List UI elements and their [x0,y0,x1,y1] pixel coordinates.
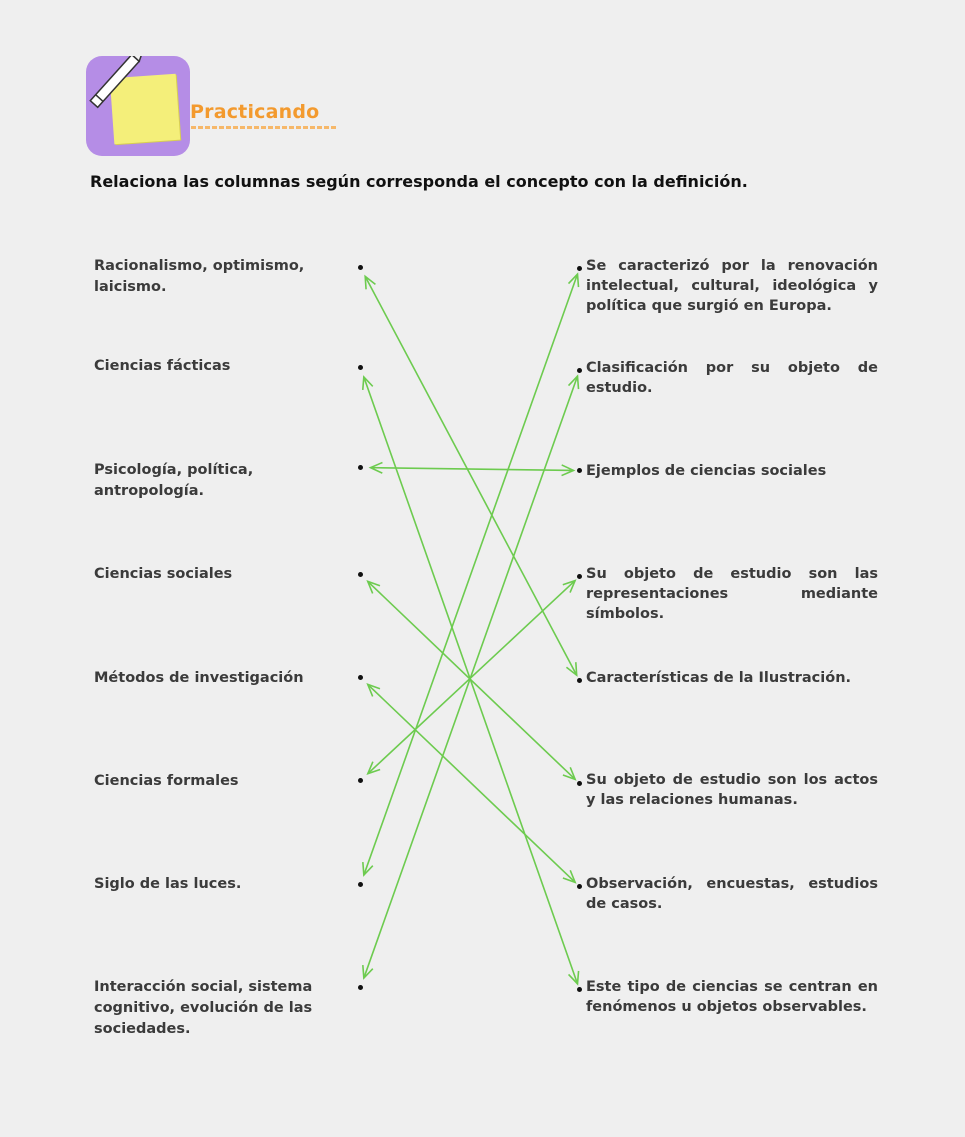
right-item-6: Su objeto de estudio son los actos y las relaciones humanas. [586,772,878,808]
left-item-4: Ciencias sociales [94,566,233,582]
left-item-1: Racionalismo, optimismo, laicismo. [94,258,305,295]
connection-line-3 [370,468,573,471]
brand-name: Practicando [190,101,320,123]
left-item-7: Siglo de las luces. [94,876,242,892]
left-item-5: Métodos de investigación [94,670,304,686]
left-item-6: Ciencias formales [94,773,239,789]
instruction-text: Relaciona las columnas según corresponda el concepto con la definición. [90,172,748,191]
right-item-3: Ejemplos de ciencias sociales [586,463,827,479]
right-item-7: Observación, encuestas, estudios de casos. [586,876,878,912]
left-item-2: Ciencias fácticas [94,358,231,374]
connection-line-7 [364,274,578,875]
right-item-1: Se caracterizó por la renovación intelectual, cultural, ideológica y política que surgió en Europa. [586,258,878,314]
connection-line-5 [368,684,575,882]
right-item-2: Clasificación por su objeto de estudio. [586,360,878,396]
left-item-8: Interacción social, sistema cognitivo, evolución de las sociedades. [94,979,313,1037]
connection-line-1 [365,276,577,675]
connection-line-4 [368,581,575,779]
right-item-4: Su objeto de estudio son las representaciones mediante símbolos. [586,566,878,622]
right-item-5: Características de la Ilustración. [586,670,852,686]
right-item-8: Este tipo de ciencias se centran en fenómenos u objetos observables. [586,979,878,1015]
left-item-3: Psicología, política, antropología. [94,462,254,499]
